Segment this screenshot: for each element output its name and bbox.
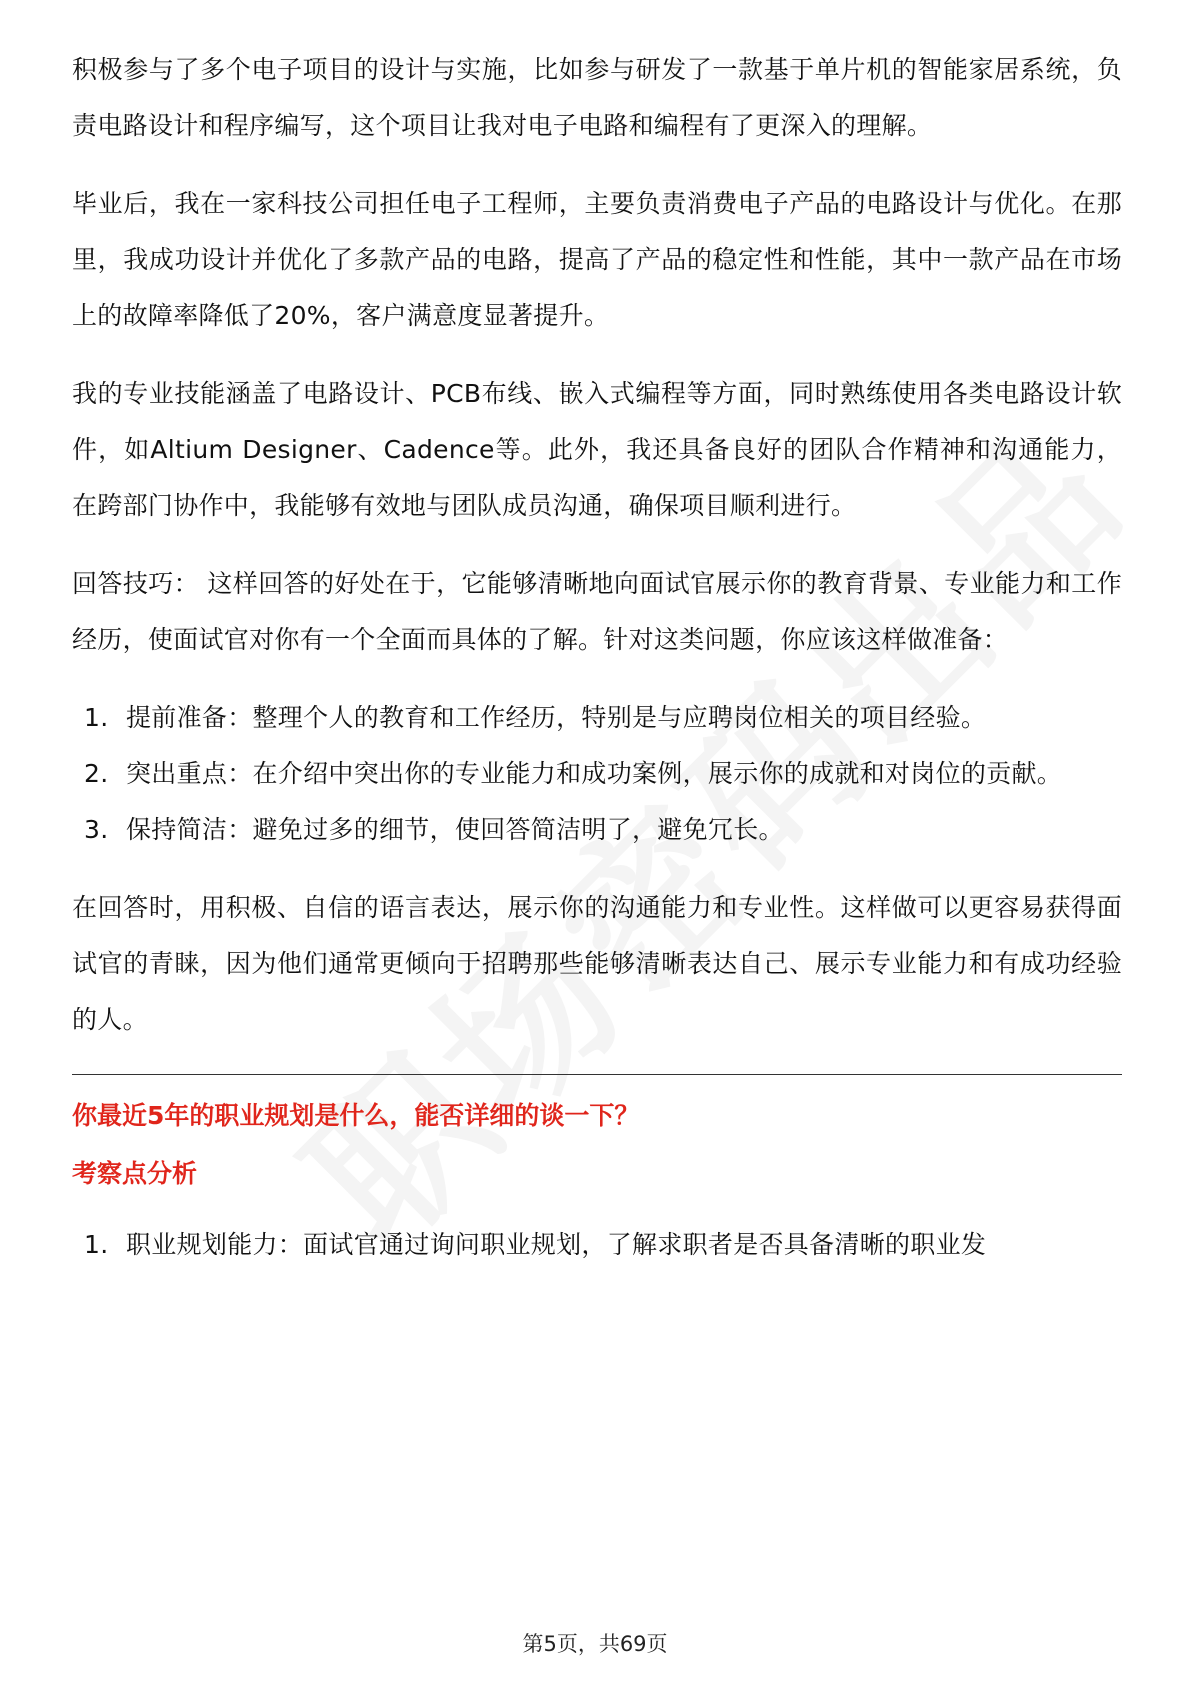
question-heading: 你最近5年的职业规划是什么，能否详细的谈一下？ [72, 1101, 640, 1130]
list-item [72, 746, 1122, 802]
paragraph-skills: 我的专业技能涵盖了电路设计、PCB布线、嵌入式编程等方面，同时熟练使用各类电路设计软件，如Altium Designer、Cadence等。此外，我还具备良好的团队合作精神和沟通能力，在跨部门协作中，我能够有效地与团队成员沟通，确保项目顺利进行。 [72, 379, 1122, 520]
list-item [72, 802, 1122, 858]
list-item [72, 690, 1122, 746]
list-item-text: 提前准备：整理个人的教育和工作经历，特别是与应聘岗位相关的项目经验。 [126, 703, 987, 732]
list-item-text: 职业规划能力：面试官通过询问职业规划，了解求职者是否具备清晰的职业发 [126, 1230, 987, 1259]
list-number: 1. [84, 703, 109, 732]
paragraph-project-experience: 积极参与了多个电子项目的设计与实施，比如参与研发了一款基于单片机的智能家居系统，负责电路设计和程序编写，这个项目让我对电子电路和编程有了更深入的理解。 [72, 55, 1122, 140]
page-footer: 第5页，共69页 [522, 1632, 668, 1656]
list-number: 3. [84, 815, 109, 844]
page-content [72, 42, 1122, 1295]
section-divider [72, 1074, 1122, 1075]
list-number: 2. [84, 759, 109, 788]
list-item-text: 保持简洁：避免过多的细节，使回答简洁明了，避免冗长。 [126, 815, 784, 844]
paragraph-closing: 在回答时，用积极、自信的语言表达，展示你的沟通能力和专业性。这样做可以更容易获得面试官的青睐，因为他们通常更倾向于招聘那些能够清晰表达自己、展示专业能力和有成功经验的人。 [72, 893, 1122, 1034]
analysis-heading: 考察点分析 [72, 1159, 198, 1188]
list-number: 1. [84, 1230, 109, 1259]
paragraph-work-experience: 毕业后，我在一家科技公司担任电子工程师，主要负责消费电子产品的电路设计与优化。在那里，我成功设计并优化了多款产品的电路，提高了产品的稳定性和性能，其中一款产品在市场上的故障率降低了20%，客户满意度显著提升。 [72, 189, 1122, 330]
paragraph-answer-tips: 回答技巧： 这样回答的好处在于，它能够清晰地向面试官展示你的教育背景、专业能力和工作经历，使面试官对你有一个全面而具体的了解。针对这类问题，你应该这样做准备： [72, 569, 1122, 654]
list-item [72, 1217, 1122, 1273]
tips-list [72, 690, 1122, 858]
analysis-list [72, 1217, 1122, 1273]
list-item-text: 突出重点：在介绍中突出你的专业能力和成功案例，展示你的成就和对岗位的贡献。 [126, 759, 1063, 788]
